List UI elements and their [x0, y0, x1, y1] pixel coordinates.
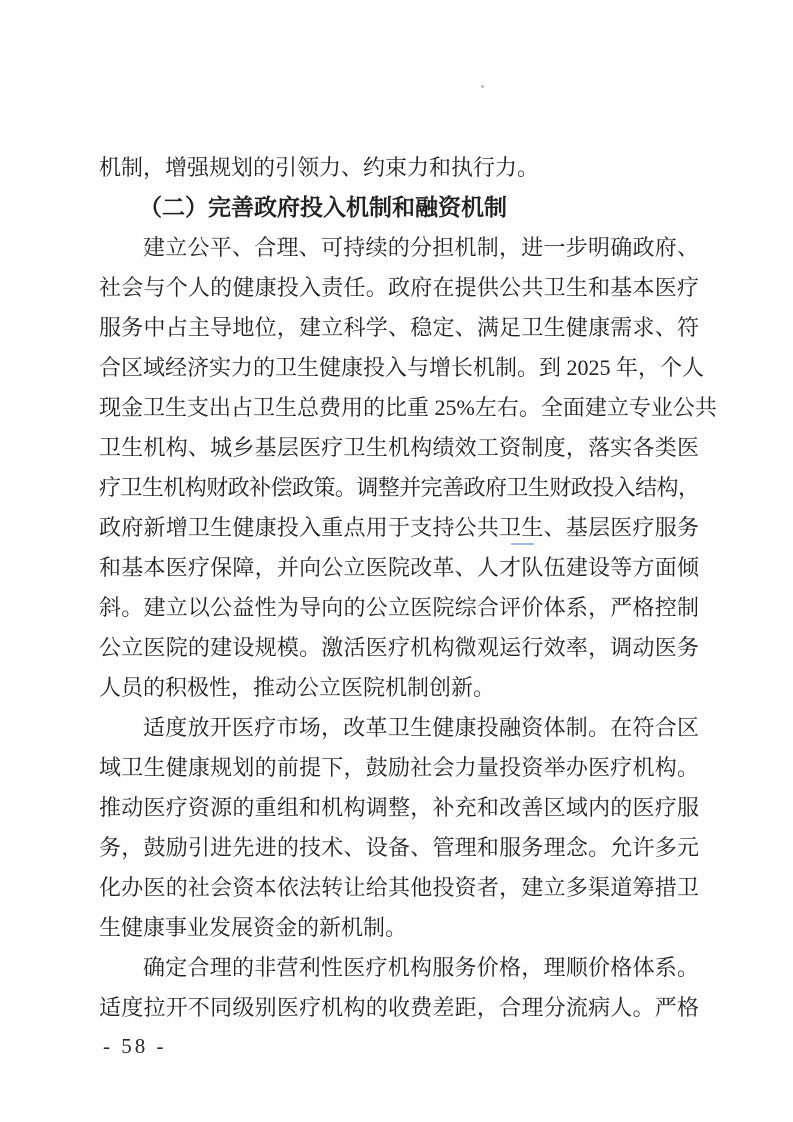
body-line: 斜。建立以公益性为导向的公立医院综合评价体系，严格控制 — [99, 595, 699, 620]
body-line: 疗卫生机构财政补偿政策。调整并完善政府卫生财政投入结构， — [99, 475, 699, 500]
body-line: 公立医院的建设规模。激活医疗机构微观运行效率，调动医务 — [99, 635, 699, 660]
section-heading: （二）完善政府投入机制和融资机制 — [139, 195, 507, 220]
body-line: 人员的积极性，推动公立医院机制创新。 — [99, 675, 496, 700]
scan-blue-underline-artifact — [511, 543, 534, 545]
body-line: 化办医的社会资本依法转让给其他投资者，建立多渠道筹措卫 — [99, 875, 699, 900]
body-line: 建立公平、合理、可持续的分担机制，进一步明确政府、 — [143, 235, 699, 260]
body-line: 和基本医疗保障，并向公立医院改革、人才队伍建设等方面倾 — [99, 555, 699, 580]
body-line: 合区域经济实力的卫生健康投入与增长机制。到 2025 年，个人 — [99, 355, 705, 380]
document-body — [99, 148, 717, 1028]
body-line: 确定合理的非营利性医疗机构服务价格，理顺价格体系。 — [143, 955, 699, 980]
body-line: 域卫生健康规划的前提下，鼓励社会力量投资举办医疗机构。 — [99, 755, 699, 780]
body-line: 卫生机构、城乡基层医疗卫生机构绩效工资制度，落实各类医 — [99, 435, 699, 460]
body-line: 务，鼓励引进先进的技术、设备、管理和服务理念。允许多元 — [99, 835, 699, 860]
body-line: 推动医疗资源的重组和机构调整，补充和改善区域内的医疗服 — [99, 795, 699, 820]
body-line: 服务中占主导地位，建立科学、稳定、满足卫生健康需求、符 — [99, 315, 699, 340]
body-line: 适度拉开不同级别医疗机构的收费差距，合理分流病人。严格 — [99, 995, 699, 1020]
page-number: - 58 - — [103, 1034, 167, 1058]
body-line: 社会与个人的健康投入责任。政府在提供公共卫生和基本医疗 — [99, 275, 699, 300]
body-line: 机制，增强规划的引领力、约束力和执行力。 — [99, 155, 540, 180]
body-line: 现金卫生支出占卫生总费用的比重 25%左右。全面建立专业公共 — [99, 395, 717, 420]
body-line: 适度放开医疗市场，改革卫生健康投融资体制。在符合区 — [143, 715, 699, 740]
scan-speck-artifact — [481, 85, 484, 88]
body-line: 政府新增卫生健康投入重点用于支持公共卫生、基层医疗服务 — [99, 515, 699, 540]
body-line: 生健康事业发展资金的新机制。 — [99, 915, 408, 940]
